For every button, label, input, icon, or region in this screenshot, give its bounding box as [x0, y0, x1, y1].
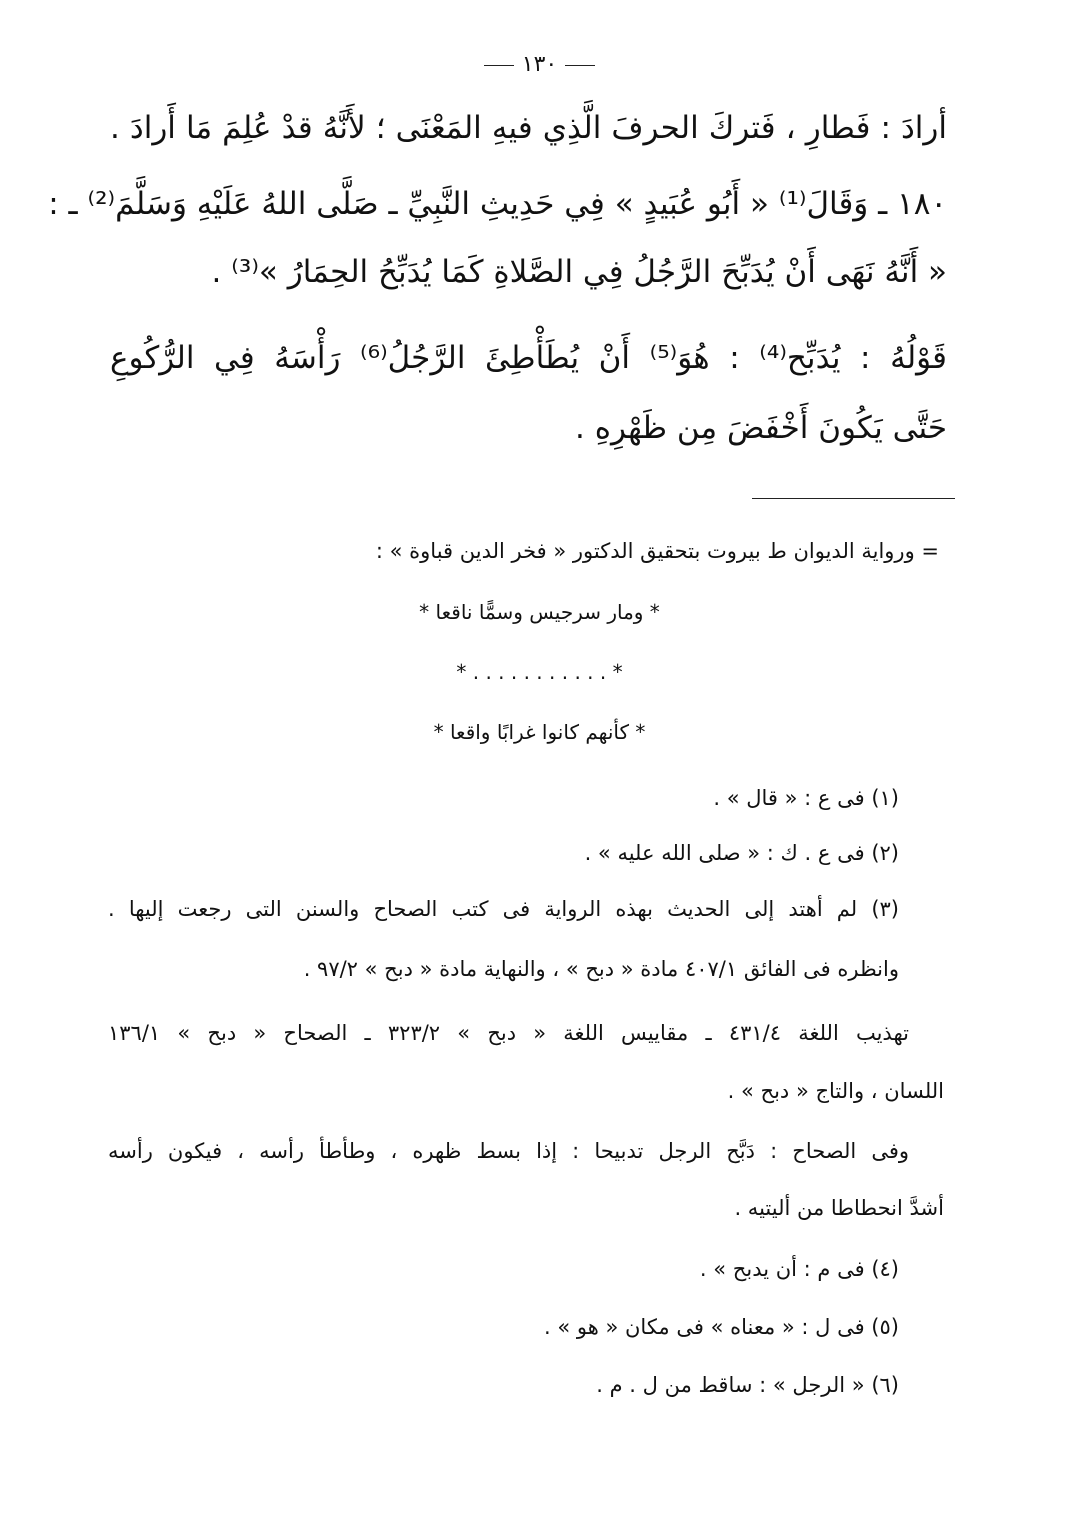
footnote-5: (٥) فى ل : « معناه » فى مكان « هو » . [544, 1315, 899, 1339]
verse-line-3 [0, 720, 1079, 744]
footnote-4: (٤) فى م : أن يدبح » . [699, 1257, 899, 1281]
footnote-3-line-4: اللسان ، والتاج « دبح » . [727, 1079, 944, 1103]
verse-line-1 [0, 600, 1079, 624]
footnote-3-line-1: (٣) لم أهتد إلى الحديث بهذه الرواية فى كتب الصحاح والسنن التى رجعت إليها . [108, 897, 899, 921]
footnote-3-line-2: وانظره فى الفائق ٤٠٧/١ مادة « دبح » ، والنهاية مادة « دبح » ٩٧/٢ . [303, 957, 899, 981]
page-number-dash-right [565, 65, 595, 66]
footnote-6: (٦) « الرجل » : ساقط من ل . م . [596, 1373, 899, 1397]
footnote-3-line-3: تهذيب اللغة ٤٣١/٤ ـ مقاييس اللغة « دبح » ٣٢٣/٢ ـ الصحاح « دبح » ١٣٦/١ [108, 1021, 909, 1045]
main-text-line-3: « أَنَّهُ نَهَى أَنْ يُدَبِّحَ الرَّجُلُ فِي الصَّلاةِ كَمَا يُدَبِّحُ الحِمَارُ »⁽³⁾ . [211, 254, 947, 290]
verse-line-2 [0, 660, 1079, 684]
footnote-3-line-5: وفى الصحاح : دَبَّح الرجل تدبيحا : إذا بسط ظهره ، وطأطأ رأسه ، فيكون رأسه [108, 1139, 909, 1163]
main-text-line-1: أرادَ : فَطارِ ، فَتركَ الحرفَ الَّذِي فيهِ المَعْنَى ؛ لأَنَّهُ قدْ عُلِمَ مَا أَرادَ . [110, 110, 947, 146]
footnote-1: (١) فى ع : « قال » . [713, 786, 899, 810]
main-text-line-4: قَوْلُهُ : يُدَبِّح⁽⁴⁾ : هُوَ⁽⁵⁾ أَنْ يُطَأْطِئَ الرَّجُلُ⁽⁶⁾ رَأْسَهُ فِي الرُّكُوعِ [110, 340, 947, 376]
page-number-dash-left [484, 65, 514, 66]
page-number-text: ١٣٠ [521, 52, 558, 77]
verse-line-2-text: * . . . . . . . . . . . * [456, 660, 623, 684]
footnote-continuation-intro: = ورواية الديوان ط بيروت بتحقيق الدكتور « فخر الدين قباوة » : [375, 539, 939, 563]
main-text-line-2: ١٨٠ ـ وَقَالَ⁽¹⁾ « أَبُو عُبَيدٍ » فِي حَدِيثِ النَّبِيِّ ـ صَلَّى اللهُ عَلَيْهِ وَسَلَّمَ⁽²⁾ ـ : [48, 186, 947, 222]
verse-line-1-text: * ومار سرجيس وسمًّا ناقعا * [419, 600, 660, 624]
verse-line-3-text: * كأنهم كانوا غرابًا واقعا * [433, 720, 646, 744]
main-text-line-5: حَتَّى يَكُونَ أَخْفَضَ مِن ظَهْرِهِ . [575, 410, 947, 446]
page-number [0, 52, 1079, 77]
footnote-separator [752, 498, 955, 499]
footnote-3-line-6: أشدَّ انحطاطا من أليتيه . [734, 1196, 944, 1220]
footnote-2: (٢) فى ع . ك : « صلى الله عليه » . [584, 841, 899, 865]
